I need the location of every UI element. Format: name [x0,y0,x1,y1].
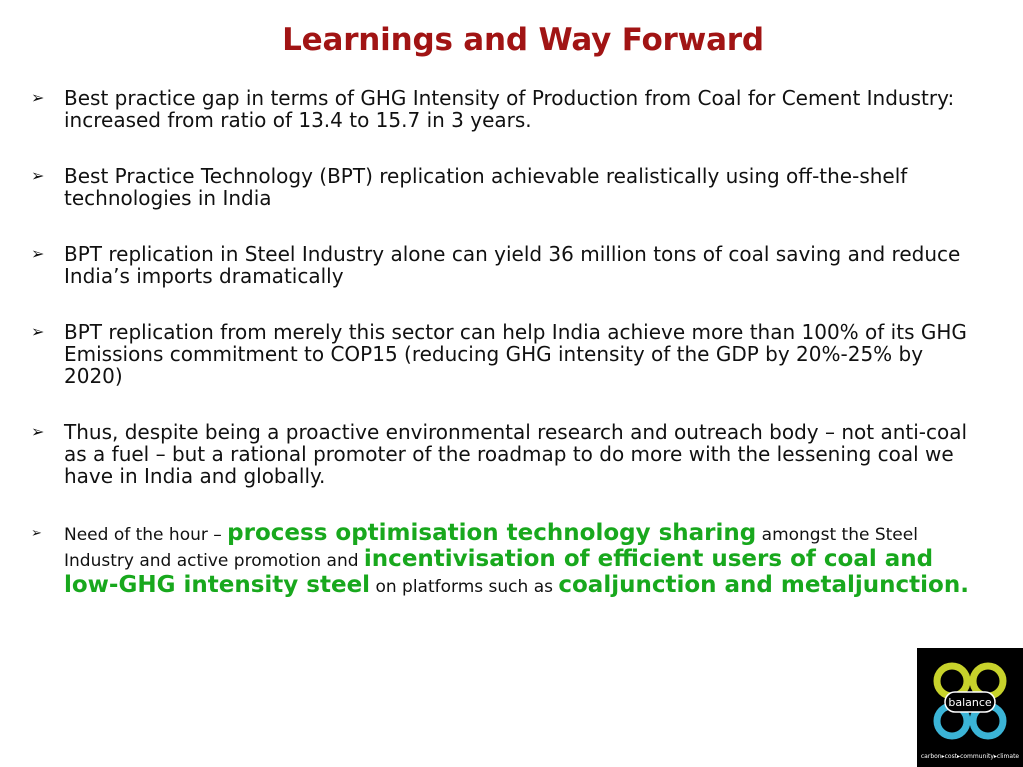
bullet-text: Best Practice Technology (BPT) replication achievable realistically using off-the-shelf technologies in India [64,164,908,210]
bullet-item [28,321,988,387]
bullet-text: BPT replication in Steel Industry alone can yield 36 million tons of coal saving and reduce India’s imports dramatically [64,242,961,288]
bullet-item [28,87,988,131]
bullet-text-part: on platforms such as [370,577,559,597]
logo-name: balance [948,696,992,709]
bullet-item [28,243,988,287]
arrow-bullet-icon: ➢ [31,526,42,541]
arrow-bullet-icon: ➢ [31,422,45,441]
highlight-text: process optimisation technology sharing [227,520,757,546]
bullet-text: Thus, despite being a proactive environmental research and outreach body – not anti-coal as a fuel – but a rational promoter of the roadmap to do more with the lessening coal we have in India and globally. [64,420,968,488]
balance-logo-icon [917,648,1023,767]
bullet-item [28,165,988,209]
logo-tagline: carbon▸cost▸community▸climate [920,753,1020,760]
bullet-text-part: amongst the Steel Industry and active promotion and [64,525,918,571]
arrow-bullet-icon: ➢ [31,322,45,341]
highlight-text: coaljunction and metaljunction. [558,572,969,598]
bullet-item-highlighted [28,521,988,599]
balance-logo [917,648,1023,767]
bullet-text-part: Need of the hour – [64,525,228,545]
arrow-bullet-icon: ➢ [31,244,45,263]
arrow-bullet-icon: ➢ [31,88,45,107]
bullet-text: BPT replication from merely this sector can help India achieve more than 100% of its GHG Emissions commitment to COP15 (reducing GHG intensity of the GDP by 20%-25% by 2020) [64,320,967,388]
highlight-text: incentivisation of efficient users of coal and low-GHG intensity steel [64,546,934,598]
bullet-text: Best practice gap in terms of GHG Intensity of Production from Coal for Cement Industry: increased from ratio of 13.4 to 15.7 in 3 years. [64,86,955,132]
bullet-item [28,421,988,487]
slide-title: Learnings and Way Forward [282,22,764,58]
arrow-bullet-icon: ➢ [31,166,45,185]
bullet-list [28,87,988,633]
